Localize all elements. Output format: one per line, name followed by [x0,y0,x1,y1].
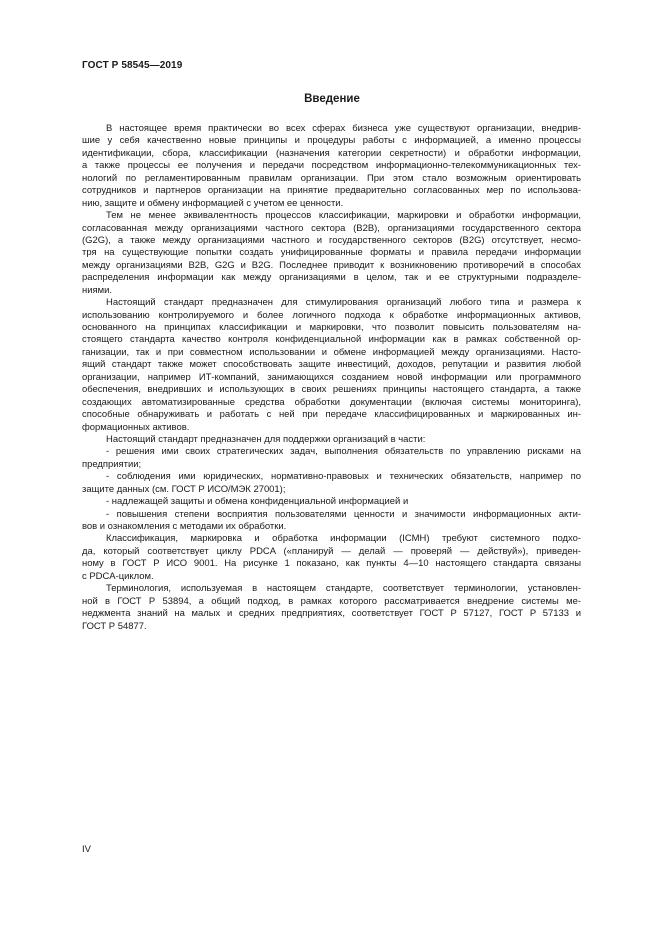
paragraph-line: вов и ознакомления с методами их обработки. [82,521,287,532]
paragraph [82,446,581,471]
paragraph [82,471,581,496]
paragraph-line: ГОСТ Р 54877. [82,620,147,632]
paragraph [82,509,581,534]
paragraph-line: нологий по регламентированным правилам организации. При этом стало возможным ориентировать [82,172,581,184]
paragraph-line: предприятии; [82,458,142,470]
body-text [82,123,581,633]
paragraph-line: обеспечения, внедривших и использующих в своих решениях принципы настоящего стандарта, а также [82,384,581,396]
paragraph-line: распределения информации как между организациями в целом, так и ее структурными подразделе- [82,272,581,284]
paragraph-line: а также процессы ее получения и передачи посредством информационно-телекоммуникационных тех- [82,160,581,172]
paragraph-line: Терминология, используемая в настоящем стандарте, соответствует терминологии, установлен- [106,583,581,595]
paragraph-line: стоящего стандарта качество контроля конфиденциальной информации как в рамках собственной ор- [82,334,581,346]
paragraph-line: - повышения степени восприятия пользователями ценности и значимости информационных акти- [106,508,581,520]
paragraph [82,496,581,508]
paragraph-line: ганизации, так и при совместном использовании и обмене информацией между организациями. Насто- [82,346,581,358]
paragraph-line: создающих автоматизированные средства обработки документации (включая системы мониторинга), [82,396,581,408]
paragraph-line: да, который соответствует циклу PDCA («планируй — делай — проверяй — действуй»), приведен- [82,545,581,557]
paragraph-line: ной в ГОСТ Р 53894, а общий подход, в рамках которого рассматривается внедрение системы ме- [82,595,581,607]
paragraph-line: (G2G), а также между организациями частного и государственного секторов (B2G) отсутствует, несмо- [82,234,581,246]
paragraph-line: между организациями B2B, G2G и B2G. Последнее приводит к возникновению противоречий в способах [82,259,581,271]
paragraph-line: ящий стандарт также может способствовать защите инвестиций, доходов, репутации и развития любой [82,359,581,371]
paragraph-line: - соблюдения ими юридических, нормативно-правовых и технических обязательств, например по [106,471,581,483]
paragraph [82,123,581,210]
paragraph-line: способные обнаруживать и работать с ней при передаче классифицированных и маркированных ин- [82,409,581,421]
paragraph-line: В настоящее время практически во всех сферах бизнеса уже существуют организации, внедрив- [106,123,581,134]
paragraph-line: Тем не менее эквивалентность процессов классификации, маркировки и обработки информации, [106,210,581,222]
paragraph [82,297,581,434]
page-header: ГОСТ Р 58545—2019 [82,60,183,71]
paragraph-line: с PDCA-циклом. [82,570,154,582]
paragraph-line: - надлежащей защиты и обмена конфиденциальной информацией и [106,496,409,508]
paragraph-line: - решения ими своих стратегических задач, выполнения обязательств по управлению рисками на [106,446,581,458]
paragraph-line: согласованная между организациями частного сектора (B2B), организациями государственного сектора [82,222,581,234]
paragraph-line: организации, например ИТ-компаний, занимающихся созданием новой информации или программного [82,371,581,383]
paragraph [82,210,581,297]
section-title: Введение [304,93,360,105]
page-number: IV [82,844,91,855]
paragraph-line: нию, защите и обмену информацией с учетом ее ценности. [82,197,344,209]
paragraph-line: шие у себя качественно новые принципы и процедуры работы с информацией, а именно процессы [82,135,581,147]
paragraph [82,533,581,583]
paragraph-line: неджмента знаний на малых и средних предприятиях, соответствует ГОСТ Р 57127, ГОСТ Р 57133 и [82,608,581,620]
paragraph-line: основанного на принципах классификации и маркировки, что позволит повысить пользователям на- [82,322,581,333]
paragraph-line: Настоящий стандарт предназначен для стимулирования организаций любого типа и размера к [106,297,581,309]
paragraph-line: Настоящий стандарт предназначен для поддержки организаций в части: [106,433,426,445]
paragraph-line: использованию контролируемого и более логичного подхода к обработке информационных активов, [82,309,581,321]
paragraph-line: ному в ГОСТ Р ИСО 9001. На рисунке 1 показано, как пункты 4—10 настоящего стандарта связаны [82,558,581,570]
paragraph [82,583,581,633]
paragraph-line: защите данных (см. ГОСТ Р ИСО/МЭК 27001); [82,483,286,495]
paragraph-line: ниями. [82,284,112,296]
paragraph [82,434,581,446]
paragraph-line: формационных активов. [82,421,190,433]
paragraph-line: сотрудников и партнеров организации на принятие предварительно согласованных мер по использова- [82,185,581,197]
paragraph-line: Классификация, маркировка и обработка информации (ICMH) требуют системного подхо- [106,533,581,545]
paragraph-line: идентификации, сбора, классификации (назначения категории секретности) и обработки информации, [82,147,581,159]
paragraph-line: тря на существующие попытки создать унифицированные форматы и правила передачи информации [82,247,581,259]
